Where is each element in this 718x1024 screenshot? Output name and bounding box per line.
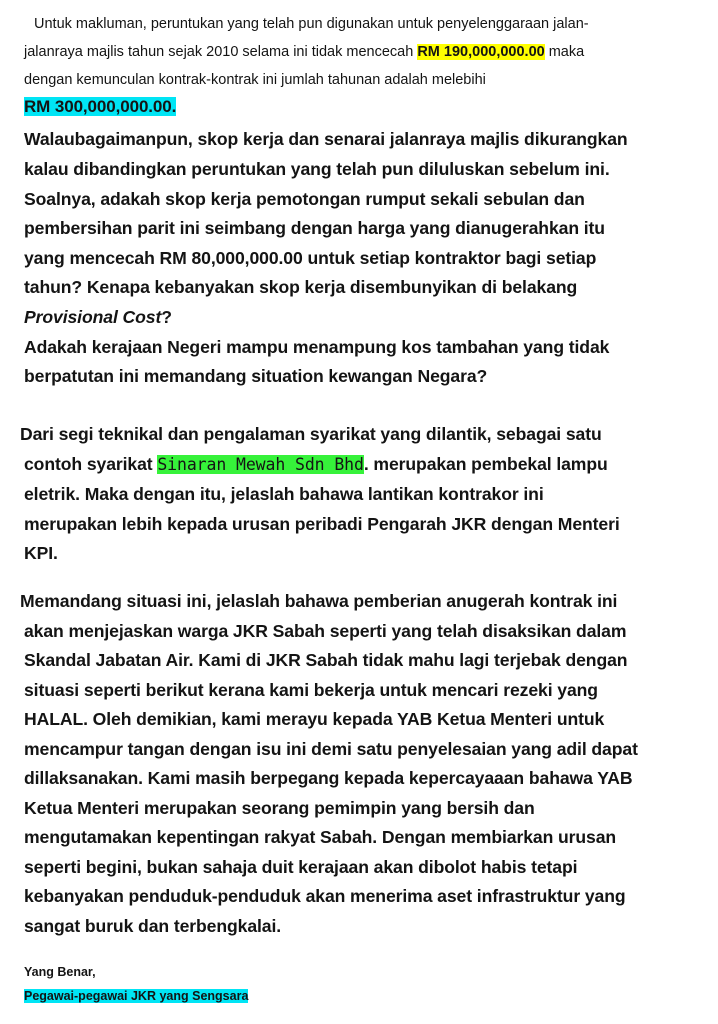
p3-line-2 bbox=[24, 450, 608, 480]
p2-line-8: Adakah kerajaan Negeri mampu menampung kos tambahan yang tidak bbox=[24, 337, 610, 357]
p4-line-4: situasi seperti berikut kerana kami bekerja untuk mencari rezeki yang bbox=[24, 680, 598, 700]
p3-line-1: Dari segi teknikal dan pengalaman syarikat yang dilantik, sebagai satu bbox=[20, 424, 602, 444]
p3-line-2-text: contoh syarikat bbox=[24, 454, 158, 474]
p4-line-10: seperti begini, bukan sahaja duit kerajaan akan dibolot habis tetapi bbox=[24, 857, 578, 877]
p4-line-3: Skandal Jabatan Air. Kami di JKR Sabah tidak mahu lagi terjebak dengan bbox=[24, 650, 628, 670]
provisional-cost-term: Provisional Cost bbox=[24, 307, 162, 327]
salutation: Yang Benar, bbox=[24, 965, 96, 979]
p1-line-2 bbox=[24, 40, 584, 64]
p3-line-2-tail: . merupakan pembekal lampu bbox=[363, 454, 608, 474]
p1-line-4 bbox=[24, 92, 176, 122]
signature: Pegawai-pegawai JKR yang Sengsara bbox=[24, 989, 249, 1003]
p2-line-2: kalau dibandingkan peruntukan yang telah pun diluluskan sebelum ini. bbox=[24, 159, 610, 179]
highlight-amount-300m: RM 300,000,000.00. bbox=[24, 97, 177, 116]
p4-line-8: Ketua Menteri merupakan seorang pemimpin yang bersih dan bbox=[24, 798, 535, 818]
p2-line-7-tail: ? bbox=[161, 307, 172, 327]
highlight-amount-190m: RM 190,000,000.00 bbox=[417, 44, 545, 60]
p2-line-5: yang mencecah RM 80,000,000.00 untuk setiap kontraktor bagi setiap bbox=[24, 248, 597, 268]
p2-line-7 bbox=[24, 303, 172, 333]
p4-line-9: mengutamakan kepentingan rakyat Sabah. Dengan membiarkan urusan bbox=[24, 827, 617, 847]
p2-line-1: Walaubagaimanpun, skop kerja dan senarai jalanraya majlis dikurangkan bbox=[24, 129, 628, 149]
p4-line-12: sangat buruk dan terbengkalai. bbox=[24, 916, 282, 936]
p3-line-4: merupakan lebih kepada urusan peribadi Pengarah JKR dengan Menteri bbox=[24, 514, 620, 534]
p3-line-5: KPI. bbox=[24, 543, 58, 563]
p4-line-1: Memandang situasi ini, jelaslah bahawa pemberian anugerah kontrak ini bbox=[20, 591, 618, 611]
p2-line-6: tahun? Kenapa kebanyakan skop kerja disembunyikan di belakang bbox=[24, 277, 578, 297]
p4-line-2: akan menjejaskan warga JKR Sabah seperti yang telah disaksikan dalam bbox=[24, 621, 627, 641]
p4-line-7: dillaksanakan. Kami masih berpegang kepada kepercayaaan bahawa YAB bbox=[24, 768, 633, 788]
p4-line-11: kebanyakan penduduk-penduduk akan menerima aset infrastruktur yang bbox=[24, 886, 626, 906]
p2-line-4: pembersihan parit ini seimbang dengan harga yang dianugerahkan itu bbox=[24, 218, 605, 238]
p1-line-2-tail: maka bbox=[544, 44, 585, 60]
p3-line-3: eletrik. Maka dengan itu, jelaslah bahawa lantikan kontrakor ini bbox=[24, 484, 544, 504]
p1-line-3: dengan kemunculan kontrak-kontrak ini jumlah tahunan adalah melebihi bbox=[24, 72, 486, 88]
p2-line-3: Soalnya, adakah skop kerja pemotongan rumput sekali sebulan dan bbox=[24, 189, 585, 209]
p2-line-9: berpatutan ini memandang situation kewangan Negara? bbox=[24, 366, 488, 386]
signature-line bbox=[24, 986, 248, 1006]
p4-line-6: mencampur tangan dengan isu ini demi satu penyelesaian yang adil dapat bbox=[24, 739, 638, 759]
p4-line-5: HALAL. Oleh demikian, kami merayu kepada YAB Ketua Menteri untuk bbox=[24, 709, 605, 729]
highlight-company-name: Sinaran Mewah Sdn Bhd bbox=[157, 455, 364, 474]
p1-line-1: Untuk makluman, peruntukan yang telah pun digunakan untuk penyelenggaraan jalan- bbox=[34, 16, 589, 32]
p1-line-2-text: jalanraya majlis tahun sejak 2010 selama ini tidak mencecah bbox=[24, 44, 418, 60]
